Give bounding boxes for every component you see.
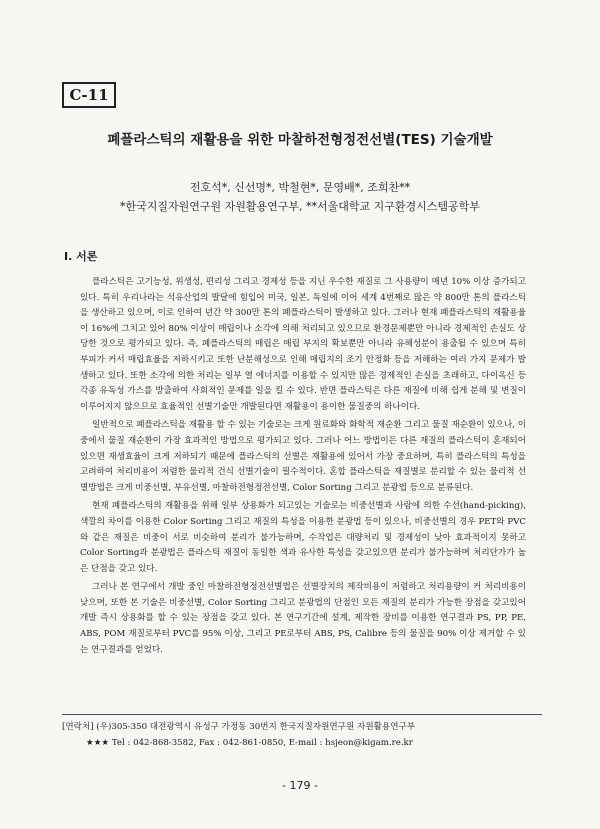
authors-line: 전호석*, 신선명*, 박철현*, 문영배*, 조희찬** — [189, 181, 411, 194]
section-heading: I. 서론 — [64, 250, 98, 263]
contact-address: [연락처] (우)305-350 대전광역시 유성구 가정동 30번지 한국지질자원연구원 자원활용연구부 — [62, 722, 416, 732]
body-text — [80, 275, 526, 658]
paper-title: 폐플라스틱의 재활용을 위한 마찰하전형정전선별(TES) 기술개발 — [107, 132, 493, 148]
section-label-box: C-11 — [62, 82, 116, 108]
paragraph: 현재 폐플라스틱의 재활용을 위해 일부 상용화가 되고있는 기술로는 비중선별과 사람에 의한 수선(hand-picking), 색깔의 차이를 이용한 Color Sorting 그리고 재질의 특성을 이용한 분광법 등이 있으나, 비중선별의 경우 PET와 PVC와 같은 재질은 비중이 서로 비슷하여 분리가 불가능하며, 수작업은 대량처리 및 경제성이 낮아 효과적이지 못하고 Color Sorting과 분광법은 플라스틱 재질이 동일한 색과 유사한 특성을 갖고있으면 분리가 불가능하며 처리단가가 높은 단점을 갖고 있다. — [80, 501, 526, 574]
paragraph: 그러나 본 연구에서 개발 중인 마찰하전형정전선별법은 선별장치의 제작비용이 저렴하고 처리용량이 커 처리비용이 낮으며, 또한 본 기술은 비중선별, Color Sorting 그리고 분광법의 단점인 모든 재질의 분리가 가능한 장점을 갖고있어 개발 즉시 상용화를 할 수 있는 장점을 갖고 있다. 본 연구기간에 설계, 제작한 장비를 이용한 연구결과 PS, PP, PE, ABS, POM 재질로부터 PVC를 95% 이상, 그리고 PE로부터 ABS, PS, Calibre 등의 물질을 90% 이상 제거할 수 있는 연구결과를 얻었다. — [80, 582, 526, 655]
paragraph: 플라스틱은 고기능성, 위생성, 편리성 그리고 경제성 등을 지닌 우수한 재질로 그 사용량이 매년 10% 이상 증가되고 있다. 특히 우리나라는 석유산업의 발달에 힘입어 미국, 일본, 독일에 이어 세계 4번째로 많은 약 800만 톤의 플라스틱을 생산하고 있으며, 이로 인하여 년간 약 300만 톤의 폐플라스틱이 발생하고 있다. 그러나 현재 폐플라스틱의 재활용율이 16%에 그치고 있어 80% 이상이 매립이나 소각에 의해 처리되고 있으므로 환경문제뿐만 아니라 경제적인 손실도 상당한 것으로 평가되고 있다. 즉, 폐플라스틱의 매립은 매립 부지의 확보뿐만 아니라 유해성분이 용출될 수 있으며 특히 부피가 커서 매립효율을 저하시키고 또한 난분해성으로 인해 매립지의 조기 안정화 등을 저해하는 여러 가지 문제가 발생하고 있다. 또한 소각에 의한 처리는 일부 열 에너지를 이용할 수 있지만 많은 경제적인 손실을 초래하고, 다이옥신 등 각종 유독성 가스를 방출하여 사회적인 문제를 일을 킬 수 있다. 반면 플라스틱은 다른 재질에 비해 쉽게 분해 및 변질이 이루어지지 않으므로 효율적인 선별기술만 개발된다면 재활용이 용이한 물질중의 하나이다. — [80, 277, 526, 412]
contact-phone-email: ★★★ Tel : 042-868-3582, Fax : 042-861-0850, E-mail : hsjeon@kigam.re.kr — [86, 738, 413, 748]
affiliations-line: *한국지질자원연구원 자원활용연구부, **서울대학교 지구환경시스템공학부 — [120, 200, 480, 213]
contact-info — [62, 714, 542, 751]
page-number: - 179 - — [282, 779, 318, 792]
paragraph: 일반적으로 폐플라스틱을 재활용 할 수 있는 기술로는 크게 원료화와 화학적 재순환 그리고 물질 재순환이 있으나, 이 중에서 물질 재순환이 가장 효과적인 방법으로 평가되고 있다. 그러나 어느 방법이든 다른 재질의 플라스틱이 혼재되어 있으면 재생효율이 크게 저하되기 때문에 플라스틱의 선별은 재활용에 있어서 가장 중요하며, 특히 플라스틱의 특성을 고려하여 처리비용이 저렴한 물리적 건식 선별기술이 필수적이다. 혼합 플라스틱을 재질별로 분리할 수 있는 물리적 선별방법은 크게 비중선별, 부유선별, 마찰하전형정전선별, Color Sorting 그리고 분광법 등으로 분류된다. — [80, 420, 526, 493]
